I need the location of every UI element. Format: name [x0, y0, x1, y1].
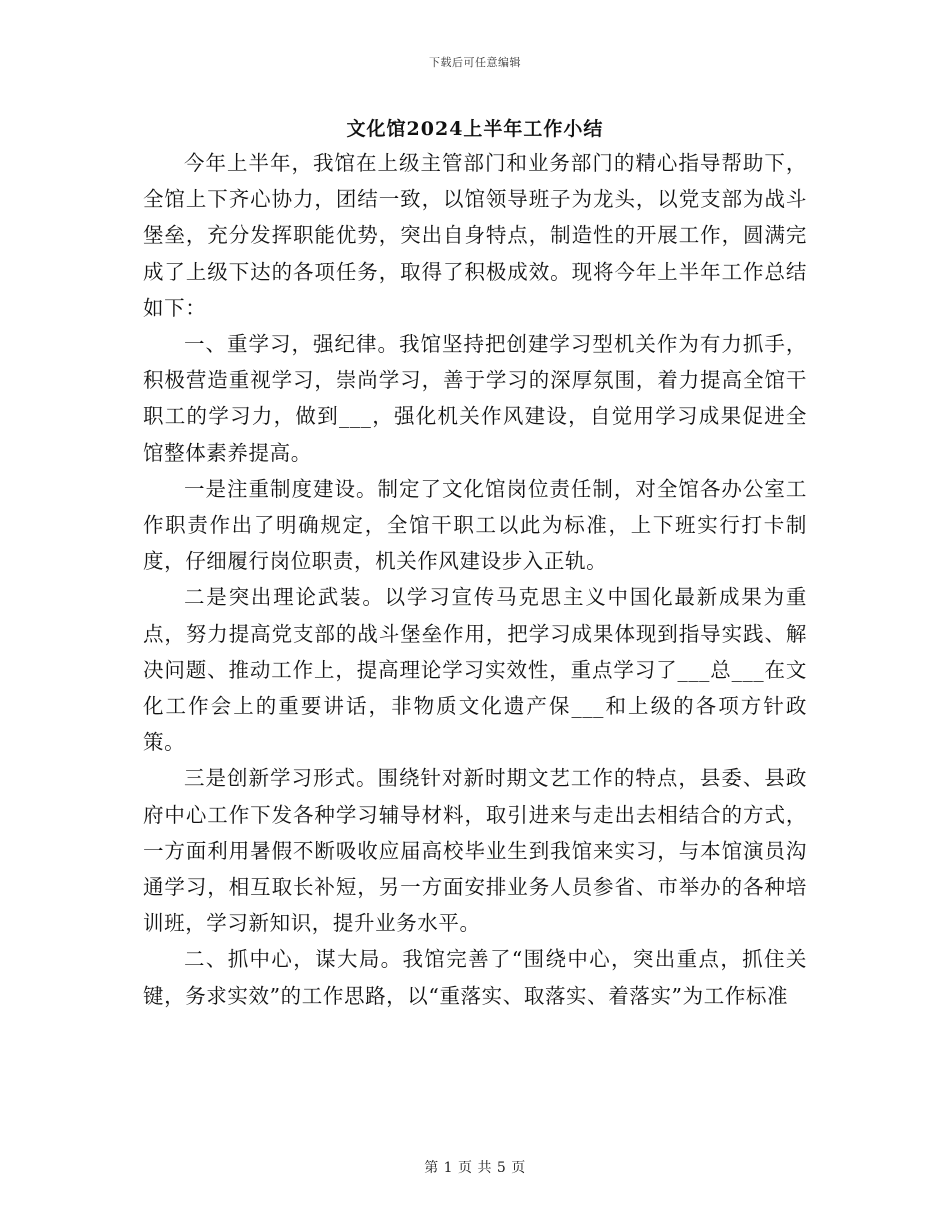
paragraph-item-3: 三是创新学习形式。围绕针对新时期文艺工作的特点，县委、县政府中心工作下发各种学习辅导材料，取引进来与走出去相结合的方式，一方面利用暑假不断吸收应届高校毕业生到我馆来实习，与本馆演员沟通学习，相互取长补短，另一方面安排业务人员参省、市举办的各种培训班，学习新知识，提升业务水平。: [143, 766, 807, 936]
paragraph-intro: 今年上半年，我馆在上级主管部门和业务部门的精心指导帮助下，全馆上下齐心协力，团结一致，以馆领导班子为龙头，以党支部为战斗堡垒，充分发挥职能优势，突出自身特点，制造性的开展工作，圆满完成了上级下达的各项任务，取得了积极成效。现将今年上半年工作总结如下：: [143, 151, 807, 320]
document-body: [143, 145, 807, 1014]
page-footer: 第 1 页 共 5 页: [424, 1160, 526, 1176]
document-title: 文化馆2024上半年工作小结: [346, 118, 604, 140]
paragraph-item-2: 二是突出理论武装。以学习宣传马克思主义中国化最新成果为重点，努力提高党支部的战斗堡垒作用，把学习成果体现到指导实践、解决问题、推动工作上，提高理论学习实效性，重点学习了___总___在文化工作会上的重要讲话，非物质文化遗产保___和上级的各项方针政策。: [143, 585, 807, 755]
paragraph-item-1: 一是注重制度建设。制定了文化馆岗位责任制，对全馆各办公室工作职责作出了明确规定，全馆干职工以此为标准，上下班实行打卡制度，仔细履行岗位职责，机关作风建设步入正轨。: [143, 476, 807, 574]
paragraph-section-1: 一、重学习，强纪律。我馆坚持把创建学习型机关作为有力抓手，积极营造重视学习，崇尚学习，善于学习的深厚氛围，着力提高全馆干职工的学习力，做到___，强化机关作风建设，自觉用学习成果促进全馆整体素养提高。: [143, 332, 807, 465]
header-note: 下载后可任意编辑: [429, 56, 521, 69]
paragraph-section-2: 二、抓中心，谋大局。我馆完善了“围绕中心，突出重点，抓住关键，务求实效”的工作思路，以“重落实、取落实、着落实”为工作标准: [143, 947, 807, 1008]
